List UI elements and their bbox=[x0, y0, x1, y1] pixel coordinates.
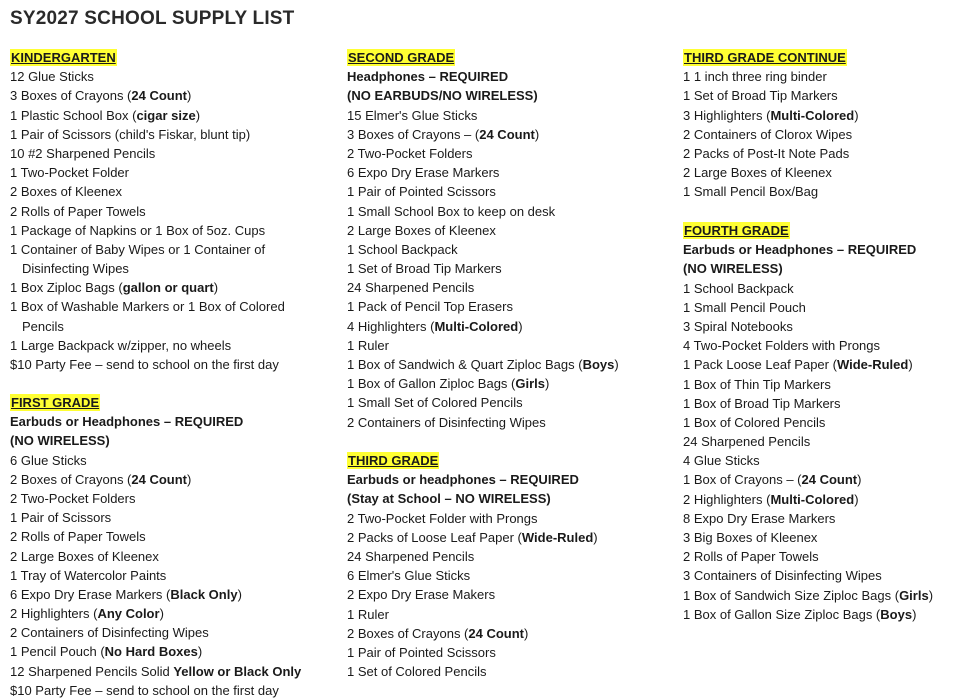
third-grade-section bbox=[347, 451, 598, 681]
item-text: ) bbox=[237, 586, 242, 602]
item-text: 2 Containers of Clorox Wipes bbox=[683, 126, 853, 142]
item-text: ) bbox=[197, 644, 203, 660]
item-text: ) bbox=[857, 472, 862, 488]
item-emphasis: Girls bbox=[899, 587, 929, 603]
list-item bbox=[347, 662, 598, 681]
item-text: 1 Pair of Scissors (child's Fiskar, blunt tip) bbox=[10, 126, 251, 142]
item-text: ) bbox=[159, 606, 164, 622]
item-text: Disinfecting Wipes bbox=[22, 261, 129, 277]
third-grade-continue-section bbox=[683, 48, 859, 202]
list-item bbox=[683, 586, 933, 605]
list-item bbox=[347, 643, 598, 662]
first-grade-heading: FIRST GRADE bbox=[11, 395, 100, 410]
list-item bbox=[683, 67, 859, 86]
list-item bbox=[10, 547, 301, 566]
item-text: 3 Boxes of Crayons ( bbox=[10, 88, 132, 104]
list-item bbox=[10, 67, 285, 86]
item-text: 1 Box of Thin Tip Markers bbox=[683, 376, 831, 392]
fourth-grade-section bbox=[683, 221, 933, 624]
item-text: 2 Packs of Post-It Note Pads bbox=[683, 145, 850, 161]
list-item bbox=[683, 163, 859, 182]
item-text: 1 Box Ziploc Bags ( bbox=[10, 280, 123, 296]
list-item bbox=[347, 125, 619, 144]
item-text: 2 Boxes of Crayons ( bbox=[10, 471, 132, 487]
list-item bbox=[683, 413, 933, 432]
item-text: 24 Sharpened Pencils bbox=[347, 548, 475, 564]
list-item bbox=[683, 144, 859, 163]
item-text: 1 Ruler bbox=[347, 606, 389, 622]
list-item bbox=[683, 490, 933, 509]
list-item bbox=[10, 681, 301, 700]
list-item bbox=[347, 182, 619, 201]
list-item bbox=[10, 125, 285, 144]
item-emphasis: 24 Count bbox=[468, 625, 525, 641]
item-text: 2 Expo Dry Erase Makers bbox=[347, 587, 496, 603]
item-text: 6 Elmer's Glue Sticks bbox=[347, 568, 471, 584]
list-item bbox=[10, 623, 301, 642]
third-grade-continue-list bbox=[683, 67, 859, 201]
item-text: 15 Elmer's Glue Sticks bbox=[347, 107, 478, 123]
item-text: ) bbox=[593, 529, 598, 545]
list-item bbox=[347, 624, 598, 643]
item-text: 12 Sharpened Pencils Solid bbox=[10, 663, 174, 679]
item-text: ) bbox=[928, 587, 934, 603]
item-text: 1 Set of Colored Pencils bbox=[347, 664, 487, 680]
item-text: 2 Boxes of Kleenex bbox=[10, 184, 123, 200]
item-emphasis: Black Only bbox=[170, 586, 238, 602]
list-item bbox=[347, 413, 619, 432]
list-item bbox=[10, 566, 301, 585]
item-text: ) bbox=[908, 357, 913, 373]
item-text: 2 Highlighters ( bbox=[683, 491, 771, 507]
list-item bbox=[683, 317, 933, 336]
item-text: 1 Box of Sandwich Size Ziploc Bags ( bbox=[683, 587, 900, 603]
item-emphasis: gallon or quart bbox=[122, 280, 214, 296]
list-item bbox=[10, 508, 301, 527]
list-item bbox=[683, 470, 933, 489]
list-item bbox=[683, 432, 933, 451]
list-item bbox=[683, 509, 933, 528]
item-text: 3 Boxes of Crayons – ( bbox=[347, 126, 480, 142]
list-item bbox=[347, 278, 619, 297]
item-text: 1 Container of Baby Wipes or 1 Container of bbox=[10, 241, 266, 257]
item-emphasis: Boys bbox=[880, 606, 913, 622]
list-item bbox=[347, 393, 619, 412]
item-text: 1 Box of Washable Markers or 1 Box of Colored bbox=[10, 299, 285, 315]
item-text: 2 Rolls of Paper Towels bbox=[10, 529, 146, 545]
item-text: ) bbox=[854, 491, 859, 507]
third-grade-heading: THIRD GRADE bbox=[348, 453, 439, 468]
item-text: 2 Boxes of Crayons ( bbox=[347, 625, 469, 641]
item-text: 6 Glue Sticks bbox=[10, 452, 87, 468]
item-emphasis: 24 Count bbox=[131, 471, 188, 487]
item-text: 8 Expo Dry Erase Markers bbox=[683, 510, 836, 526]
item-text: 1 Small Pencil Pouch bbox=[683, 299, 806, 315]
item-text: 1 School Backpack bbox=[683, 280, 794, 296]
list-item bbox=[347, 605, 598, 624]
item-text: 1 Box of Sandwich & Quart Ziploc Bags ( bbox=[347, 357, 583, 372]
list-item bbox=[347, 509, 598, 528]
item-emphasis: Multi-Colored bbox=[770, 491, 855, 507]
list-item bbox=[10, 489, 301, 508]
list-item bbox=[347, 566, 598, 585]
item-text: 24 Sharpened Pencils bbox=[347, 280, 475, 296]
item-text: 6 Expo Dry Erase Markers bbox=[347, 165, 500, 181]
list-item bbox=[347, 221, 619, 240]
fourth-grade-requirement-note: (NO WIRELESS) bbox=[683, 261, 783, 277]
item-text: ) bbox=[614, 357, 619, 372]
item-text: 24 Sharpened Pencils bbox=[683, 434, 811, 450]
item-text: 1 Box of Gallon Size Ziploc Bags ( bbox=[683, 606, 881, 622]
list-item bbox=[347, 547, 598, 566]
item-emphasis: Wide-Ruled bbox=[521, 529, 594, 545]
page-title: SY2027 SCHOOL SUPPLY LIST bbox=[10, 8, 295, 29]
item-text: 2 Packs of Loose Leaf Paper ( bbox=[347, 529, 522, 545]
list-item bbox=[347, 202, 619, 221]
item-emphasis: Boys bbox=[582, 357, 615, 372]
first-grade-list bbox=[10, 451, 301, 700]
list-item bbox=[10, 355, 285, 374]
item-text: 1 Small Pencil Box/Bag bbox=[683, 184, 819, 200]
item-text: 1 Set of Broad Tip Markers bbox=[683, 88, 838, 104]
item-text: 2 Large Boxes of Kleenex bbox=[10, 548, 159, 564]
item-text: 1 School Backpack bbox=[347, 241, 458, 257]
list-item bbox=[347, 585, 598, 604]
item-text: 3 Big Boxes of Kleenex bbox=[683, 530, 818, 545]
list-item bbox=[10, 202, 285, 221]
list-item bbox=[10, 297, 285, 316]
list-item bbox=[683, 336, 933, 355]
fourth-grade-list bbox=[683, 279, 933, 624]
list-item bbox=[10, 86, 285, 105]
item-text: 1 Box of Crayons – ( bbox=[683, 472, 802, 488]
list-item bbox=[683, 394, 933, 413]
third-grade-list bbox=[347, 509, 598, 682]
fourth-grade-requirement: Earbuds or Headphones – REQUIRED bbox=[683, 242, 917, 258]
list-item bbox=[683, 451, 933, 470]
list-item bbox=[10, 106, 285, 125]
item-text: 4 Two-Pocket Folders with Prongs bbox=[683, 338, 881, 354]
list-item bbox=[10, 240, 285, 259]
item-text: 4 Glue Sticks bbox=[683, 453, 760, 469]
item-text: 1 Large Backpack w/zipper, no wheels bbox=[10, 337, 232, 353]
list-item bbox=[10, 259, 285, 278]
item-text: 2 Two-Pocket Folder with Prongs bbox=[347, 510, 538, 526]
item-emphasis: Multi-Colored bbox=[770, 107, 855, 123]
item-emphasis: Multi-Colored bbox=[434, 318, 519, 334]
first-grade-requirement-note: (NO WIRELESS) bbox=[10, 433, 110, 449]
list-item bbox=[347, 163, 619, 182]
list-item bbox=[347, 317, 619, 336]
item-text: 2 Highlighters ( bbox=[10, 606, 98, 622]
item-text: 1 Pair of Pointed Scissors bbox=[347, 184, 496, 200]
item-text: 1 Plastic School Box ( bbox=[10, 107, 137, 123]
item-emphasis: Wide-Ruled bbox=[836, 357, 909, 373]
list-item bbox=[347, 144, 619, 163]
item-text: 1 Set of Broad Tip Markers bbox=[347, 261, 502, 277]
kindergarten-heading: KINDERGARTEN bbox=[11, 50, 116, 65]
list-item bbox=[683, 298, 933, 317]
item-text: 12 Glue Sticks bbox=[10, 69, 94, 85]
item-emphasis: Any Color bbox=[97, 606, 160, 622]
item-text: ) bbox=[854, 107, 859, 123]
third-grade-requirement: Earbuds or headphones – REQUIRED bbox=[347, 472, 579, 488]
kindergarten-list bbox=[10, 67, 285, 374]
item-text: 4 Highlighters ( bbox=[347, 318, 435, 334]
list-item bbox=[683, 279, 933, 298]
second-grade-list bbox=[347, 106, 619, 432]
item-emphasis: cigar size bbox=[136, 107, 196, 123]
list-item bbox=[10, 527, 301, 546]
item-text: 2 Containers of Disinfecting Wipes bbox=[347, 414, 546, 430]
list-item bbox=[347, 297, 619, 316]
item-text: 1 Small Set of Colored Pencils bbox=[347, 395, 523, 411]
fourth-grade-heading: FOURTH GRADE bbox=[684, 223, 789, 238]
list-item bbox=[347, 240, 619, 259]
list-item bbox=[10, 451, 301, 470]
item-text: ) bbox=[534, 126, 540, 142]
item-text: 3 Spiral Notebooks bbox=[683, 318, 793, 334]
item-text: 1 Box of Gallon Ziploc Bags ( bbox=[347, 376, 516, 392]
item-emphasis: Girls bbox=[515, 376, 545, 392]
list-item bbox=[347, 336, 619, 355]
item-text: 2 Two-Pocket Folders bbox=[10, 490, 136, 506]
item-text: Pencils bbox=[22, 318, 64, 334]
list-item bbox=[10, 144, 285, 163]
item-emphasis: Yellow or Black Only bbox=[173, 663, 302, 679]
item-text: ) bbox=[187, 471, 192, 487]
item-text: ) bbox=[213, 280, 219, 296]
item-text: 3 Containers of Disinfecting Wipes bbox=[683, 568, 882, 584]
list-item bbox=[10, 221, 285, 240]
item-emphasis: No Hard Boxes bbox=[104, 644, 198, 660]
list-item bbox=[10, 336, 285, 355]
item-text: ) bbox=[195, 107, 201, 123]
item-text: 10 #2 Sharpened Pencils bbox=[10, 145, 156, 161]
list-item bbox=[347, 106, 619, 125]
item-text: ) bbox=[912, 606, 917, 622]
second-grade-requirement-note: (NO EARBUDS/NO WIRELESS) bbox=[347, 88, 538, 104]
item-emphasis: 24 Count bbox=[131, 88, 188, 104]
list-item bbox=[347, 355, 619, 374]
item-text: 2 Large Boxes of Kleenex bbox=[347, 222, 496, 238]
item-emphasis: 24 Count bbox=[801, 472, 858, 488]
list-item bbox=[683, 182, 859, 201]
list-item bbox=[683, 375, 933, 394]
third-grade-continue-heading: THIRD GRADE CONTINUE bbox=[684, 50, 846, 65]
list-item bbox=[683, 547, 933, 566]
first-grade-requirement: Earbuds or Headphones – REQUIRED bbox=[10, 414, 244, 430]
list-item bbox=[347, 528, 598, 547]
list-item bbox=[10, 317, 285, 336]
list-item bbox=[347, 259, 619, 278]
list-item bbox=[10, 163, 285, 182]
list-item bbox=[10, 182, 285, 201]
item-text: 6 Expo Dry Erase Markers ( bbox=[10, 586, 171, 602]
item-text: 1 1 inch three ring binder bbox=[683, 69, 827, 85]
third-grade-requirement-note: (Stay at School – NO WIRELESS) bbox=[347, 491, 551, 507]
item-text: 1 Ruler bbox=[347, 337, 389, 353]
first-grade-section bbox=[10, 393, 301, 700]
item-text: 1 Pack of Pencil Top Erasers bbox=[347, 299, 513, 315]
item-text: 2 Rolls of Paper Towels bbox=[683, 549, 819, 565]
item-text: $10 Party Fee – send to school on the first day bbox=[10, 357, 279, 372]
kindergarten-section bbox=[10, 48, 285, 374]
item-text: 1 Box of Colored Pencils bbox=[683, 414, 826, 430]
list-item bbox=[683, 86, 859, 105]
item-text: 2 Two-Pocket Folders bbox=[347, 145, 473, 161]
item-text: 1 Small School Box to keep on desk bbox=[347, 203, 556, 219]
second-grade-section bbox=[347, 48, 619, 432]
item-text: ) bbox=[518, 318, 523, 334]
item-text: 1 Pencil Pouch ( bbox=[10, 644, 105, 660]
item-text: 2 Rolls of Paper Towels bbox=[10, 203, 146, 219]
item-text: 3 Highlighters ( bbox=[683, 107, 771, 123]
item-text: 1 Two-Pocket Folder bbox=[10, 165, 129, 181]
item-text: 1 Box of Broad Tip Markers bbox=[683, 395, 841, 411]
item-text: 1 Pair of Scissors bbox=[10, 510, 112, 526]
item-text: 2 Large Boxes of Kleenex bbox=[683, 165, 832, 181]
list-item bbox=[10, 278, 285, 297]
list-item bbox=[683, 528, 933, 547]
list-item bbox=[10, 604, 301, 623]
list-item bbox=[683, 355, 933, 374]
list-item bbox=[10, 662, 301, 681]
list-item bbox=[683, 125, 859, 144]
second-grade-requirement: Headphones – REQUIRED bbox=[347, 69, 509, 85]
list-item bbox=[683, 566, 933, 585]
item-text: 2 Containers of Disinfecting Wipes bbox=[10, 625, 209, 641]
list-item bbox=[683, 106, 859, 125]
list-item bbox=[10, 470, 301, 489]
item-text: ) bbox=[524, 625, 529, 641]
list-item bbox=[683, 605, 933, 624]
item-text: ) bbox=[544, 376, 550, 392]
second-grade-heading: SECOND GRADE bbox=[348, 50, 455, 65]
list-item bbox=[347, 374, 619, 393]
item-text: ) bbox=[187, 88, 192, 104]
item-text: 1 Pack Loose Leaf Paper ( bbox=[683, 357, 837, 373]
item-text: 1 Tray of Watercolor Paints bbox=[10, 567, 167, 583]
item-text: 1 Pair of Pointed Scissors bbox=[347, 644, 496, 660]
list-item bbox=[10, 642, 301, 661]
item-text: $10 Party Fee – send to school on the first day bbox=[10, 682, 279, 698]
list-item bbox=[10, 585, 301, 604]
item-emphasis: 24 Count bbox=[479, 126, 535, 142]
item-text: 1 Package of Napkins or 1 Box of 5oz. Cups bbox=[10, 222, 266, 238]
